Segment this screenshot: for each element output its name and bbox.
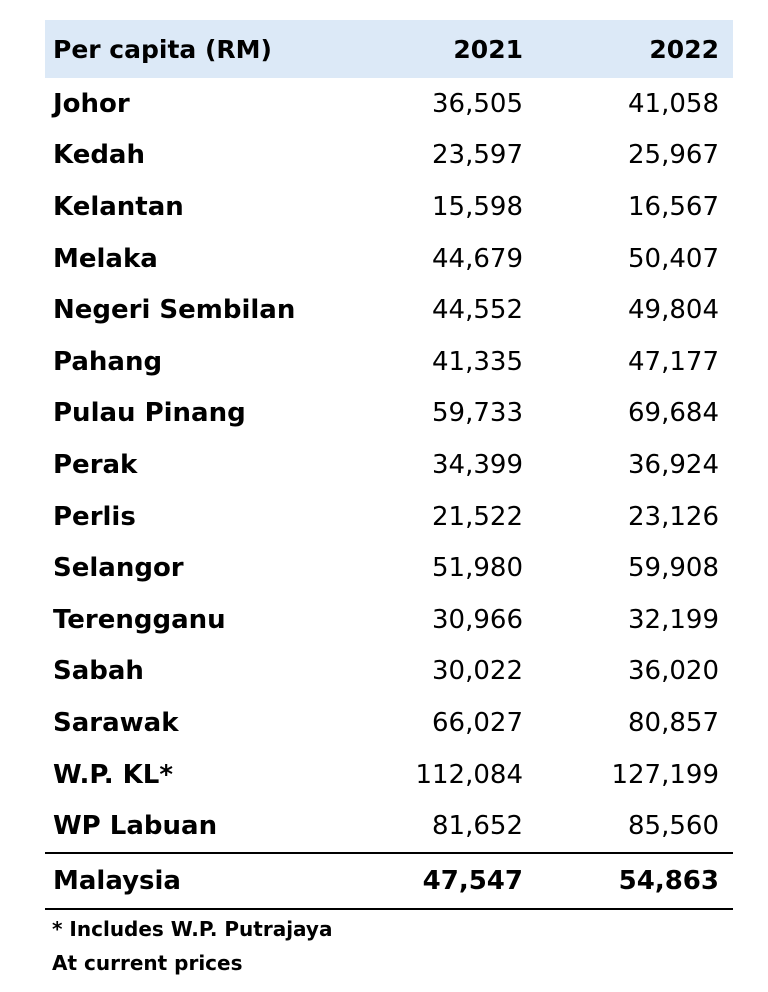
table-row <box>45 800 733 852</box>
state-name: Pulau Pinang <box>53 398 246 429</box>
value-2021: 66,027 <box>432 707 523 738</box>
value-2022: 25,967 <box>628 140 719 171</box>
table-row <box>45 336 733 388</box>
value-2022: 36,924 <box>628 449 719 480</box>
value-2022: 16,567 <box>628 191 719 222</box>
footnote-putrajaya: * Includes W.P. Putrajaya <box>52 917 333 941</box>
per-capita-table <box>45 20 733 910</box>
value-2021: 21,522 <box>432 501 523 532</box>
total-row <box>45 852 733 910</box>
state-name: Johor <box>53 88 130 119</box>
state-name: Sabah <box>53 656 144 687</box>
table-row <box>45 388 733 440</box>
state-name: Melaka <box>53 243 158 274</box>
header-year-2021: 2021 <box>453 34 523 64</box>
table-body <box>45 78 733 852</box>
value-2022: 50,407 <box>628 243 719 274</box>
footnote-current-prices: At current prices <box>52 951 243 975</box>
table-row <box>45 78 733 130</box>
value-2021: 41,335 <box>432 346 523 377</box>
header-year-2022: 2022 <box>649 34 719 64</box>
value-2022: 36,020 <box>628 656 719 687</box>
total-2022: 54,863 <box>618 865 719 896</box>
table-row <box>45 697 733 749</box>
state-name: Perlis <box>53 501 136 532</box>
table-row <box>45 491 733 543</box>
value-2022: 127,199 <box>611 759 719 790</box>
table-row <box>45 749 733 801</box>
table-row <box>45 284 733 336</box>
value-2021: 59,733 <box>432 398 523 429</box>
value-2022: 80,857 <box>628 707 719 738</box>
value-2021: 30,966 <box>432 604 523 635</box>
state-name: Selangor <box>53 553 184 584</box>
value-2021: 30,022 <box>432 656 523 687</box>
state-name: Negeri Sembilan <box>53 295 296 326</box>
state-name: Terengganu <box>53 604 226 635</box>
table-row <box>45 646 733 698</box>
table-row <box>45 594 733 646</box>
value-2022: 23,126 <box>628 501 719 532</box>
value-2022: 59,908 <box>628 553 719 584</box>
state-name: Pahang <box>53 346 163 377</box>
notes <box>52 912 332 980</box>
table-row <box>45 181 733 233</box>
value-2021: 51,980 <box>432 553 523 584</box>
state-name: Kelantan <box>53 191 184 222</box>
total-2021: 47,547 <box>422 865 523 896</box>
value-2022: 32,199 <box>628 604 719 635</box>
state-name: Sarawak <box>53 707 179 738</box>
value-2021: 36,505 <box>432 88 523 119</box>
state-name: W.P. KL* <box>53 759 173 790</box>
value-2022: 85,560 <box>628 811 719 842</box>
value-2021: 81,652 <box>432 811 523 842</box>
table-row <box>45 233 733 285</box>
state-name: Kedah <box>53 140 145 171</box>
value-2021: 34,399 <box>432 449 523 480</box>
total-label: Malaysia <box>53 865 181 896</box>
value-2022: 49,804 <box>628 295 719 326</box>
table-header <box>45 20 733 78</box>
state-name: Perak <box>53 449 138 480</box>
value-2022: 41,058 <box>628 88 719 119</box>
table-row <box>45 130 733 182</box>
value-2021: 112,084 <box>415 759 523 790</box>
value-2021: 44,679 <box>432 243 523 274</box>
table-row <box>45 439 733 491</box>
value-2021: 44,552 <box>432 295 523 326</box>
state-name: WP Labuan <box>53 811 218 842</box>
value-2022: 69,684 <box>628 398 719 429</box>
value-2021: 15,598 <box>432 191 523 222</box>
value-2021: 23,597 <box>432 140 523 171</box>
table-row <box>45 542 733 594</box>
value-2022: 47,177 <box>628 346 719 377</box>
header-label: Per capita (RM) <box>53 34 272 64</box>
